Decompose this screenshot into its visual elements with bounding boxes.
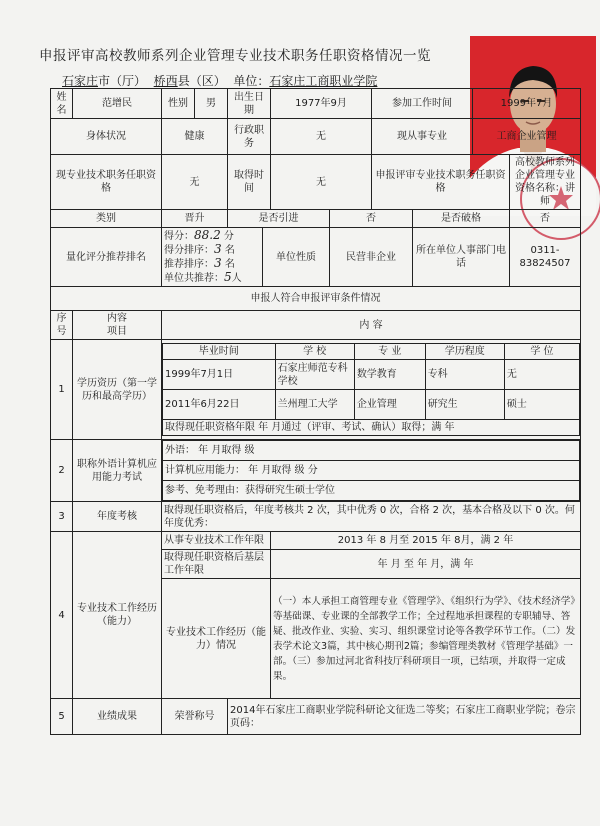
exp-detail-label: 专业技术工作经历（能力）情况: [162, 579, 271, 699]
rank-details: 得分：88.2 分 得分排序：3 名 推荐排序：3 名 单位共推荐：5人: [162, 228, 263, 287]
tech-label: 现专业技术职务任职资格: [51, 155, 162, 210]
admin-value: 无: [271, 119, 372, 155]
intro-value: 否: [330, 210, 413, 228]
admin-label: 行政职务: [228, 119, 271, 155]
edu-cell: 专科: [425, 360, 504, 390]
nature-value: 民营非企业: [330, 228, 413, 287]
exp-base-label: 取得现任职资格后基层工作年限: [162, 550, 271, 579]
score-value: 88.2: [194, 228, 221, 242]
section-title-row: [51, 287, 581, 311]
section-title: 申报人符合申报评审条件情况: [51, 287, 581, 311]
edu-row: [51, 340, 581, 440]
section-header-row: [51, 311, 581, 340]
phone-label: 所在单位人事部门电话: [413, 228, 510, 287]
location-line: [62, 72, 377, 89]
current-label: 现从事专业: [372, 119, 473, 155]
edu-cell: 石家庄师范专科学校: [275, 360, 354, 390]
edu-qual-row: [163, 420, 580, 436]
edu-cell: 数学教育: [354, 360, 425, 390]
exp-years-label: 从事专业技术工作年限: [162, 532, 271, 550]
achievement-text: 2014年石家庄工商职业学院科研论文征选二等奖；石家庄工商职业学院；卷宗页码：: [228, 699, 581, 735]
declare-value: 高校教师系列企业管理专业资格名称：讲师: [510, 155, 581, 210]
page-title: 申报评审高校教师系列企业管理专业技术职务任职资格情况一览: [39, 48, 431, 64]
edu-h-date: 毕业时间: [163, 344, 276, 360]
gender-value: 男: [195, 89, 228, 119]
annual-no: 3: [51, 502, 73, 532]
tech-value: 无: [162, 155, 228, 210]
header-no: 序号: [51, 311, 73, 340]
total-value: 5: [224, 270, 232, 284]
gender-label: 性别: [162, 89, 195, 119]
rank-label: 量化评分推荐排名: [51, 228, 162, 287]
edu-h-major: 专 业: [354, 344, 425, 360]
lang-label: 职称外语计算机应用能力考试: [73, 440, 162, 502]
row-tech: [51, 155, 581, 210]
rec-rank-value: 3: [214, 256, 222, 270]
obtain-value: 无: [271, 155, 372, 210]
health-label: 身体状况: [51, 119, 162, 155]
achievement-sub-label: 荣誉称号: [162, 699, 228, 735]
intro-label: 是否引进: [228, 210, 330, 228]
health-value: 健康: [162, 119, 228, 155]
edu-cell: 企业管理: [354, 390, 425, 420]
district-value: 桥西: [153, 74, 178, 88]
work-label: 参加工作时间: [372, 89, 473, 119]
header-content: 内 容: [162, 311, 581, 340]
edu-h-level: 学历程度: [425, 344, 504, 360]
achievement-no: 5: [51, 699, 73, 735]
annual-row: [51, 502, 581, 532]
row-rank: [51, 228, 581, 287]
current-value: 工商企业管理: [473, 119, 581, 155]
name-label: 姓名: [51, 89, 73, 119]
district-suffix: 县（区）: [177, 74, 226, 88]
exception-label: 是否破格: [413, 210, 510, 228]
edu-row-1: [163, 360, 580, 390]
exp-years-value: 2013 年 8 月至 2015 年 8月，满 2 年: [271, 532, 581, 550]
work-value: 1999年7月: [473, 89, 581, 119]
lang-computer: 计算机应用能力： 年 月取得 级 分: [163, 461, 580, 481]
edu-qual: 取得现任职资格年限 年 月通过（评审、考试、确认）取得；满 年: [163, 420, 580, 436]
edu-cell: 无: [504, 360, 579, 390]
birth-label: 出生日期: [228, 89, 271, 119]
exp-base-value: 年 月 至 年 月，满 年: [271, 550, 581, 579]
edu-cell: 1999年7月1日: [163, 360, 276, 390]
edu-h-degree: 学 位: [504, 344, 579, 360]
exp-no: 4: [51, 532, 73, 699]
birth-value: 1977年9月: [271, 89, 372, 119]
lang-foreign: 外语： 年 月取得 级: [163, 441, 580, 461]
edu-header: [163, 344, 580, 360]
city-suffix: 市（厅）: [98, 74, 147, 88]
lang-no: 2: [51, 440, 73, 502]
qualification-form: [50, 88, 581, 735]
unit-value: 石家庄工商职业学院: [269, 74, 378, 88]
lang-table: [162, 440, 580, 501]
city-value: 石家庄: [62, 74, 99, 88]
exp-row-1: [51, 532, 581, 550]
name-value: 范增民: [73, 89, 162, 119]
edu-content: [162, 340, 581, 440]
row-name: [51, 89, 581, 119]
unit-label: 单位：: [233, 74, 270, 88]
header-item: 内容 项目: [73, 311, 162, 340]
edu-cell: 研究生: [425, 390, 504, 420]
annual-text: 取得现任职资格后，年度考核共 2 次，其中优秀 0 次，合格 2 次，基本合格及以下 0 次。何年度优秀：: [162, 502, 581, 532]
category-label: 类别: [51, 210, 162, 228]
edu-table: [162, 343, 580, 436]
lang-exempt: 参考、免考理由：获得研究生硕士学位: [163, 481, 580, 501]
row-category: [51, 210, 581, 228]
phone-value: 0311-83824507: [510, 228, 581, 287]
row-health: [51, 119, 581, 155]
annual-label: 年度考核: [73, 502, 162, 532]
exp-detail-value: （一）本人承担工商管理专业《管理学》、《组织行为学》、《技术经济学》等基础课、专业课的全部教学工作；全过程地承担课程的专职辅导、答疑、批改作业、实验、实习、组织课堂讨论等各教学环节工作。（二）发表学术论文3篇，其中核心期刊2篇；参编管理类教材《管理学基础》一部。（三）参加过河北省科技厅科研项目一项，已结项，并取得一定成果。: [271, 579, 581, 699]
score-rank-value: 3: [214, 242, 222, 256]
edu-no: 1: [51, 340, 73, 440]
declare-label: 申报评审专业技术职务任职资格: [372, 155, 510, 210]
exception-value: 否: [510, 210, 581, 228]
category-value: 晋升: [162, 210, 228, 228]
edu-row-2: [163, 390, 580, 420]
lang-row: [51, 440, 581, 502]
lang-content: [162, 440, 581, 502]
edu-cell: 2011年6月22日: [163, 390, 276, 420]
edu-h-school: 学 校: [275, 344, 354, 360]
edu-cell: 兰州理工大学: [275, 390, 354, 420]
edu-cell: 硕士: [504, 390, 579, 420]
edu-label: 学历资历（第一学历和最高学历）: [73, 340, 162, 440]
achievement-label: 业绩成果: [73, 699, 162, 735]
achievement-row: [51, 699, 581, 735]
exp-label: 专业技术工作经历（能力）: [73, 532, 162, 699]
nature-label: 单位性质: [263, 228, 330, 287]
obtain-label: 取得时间: [228, 155, 271, 210]
